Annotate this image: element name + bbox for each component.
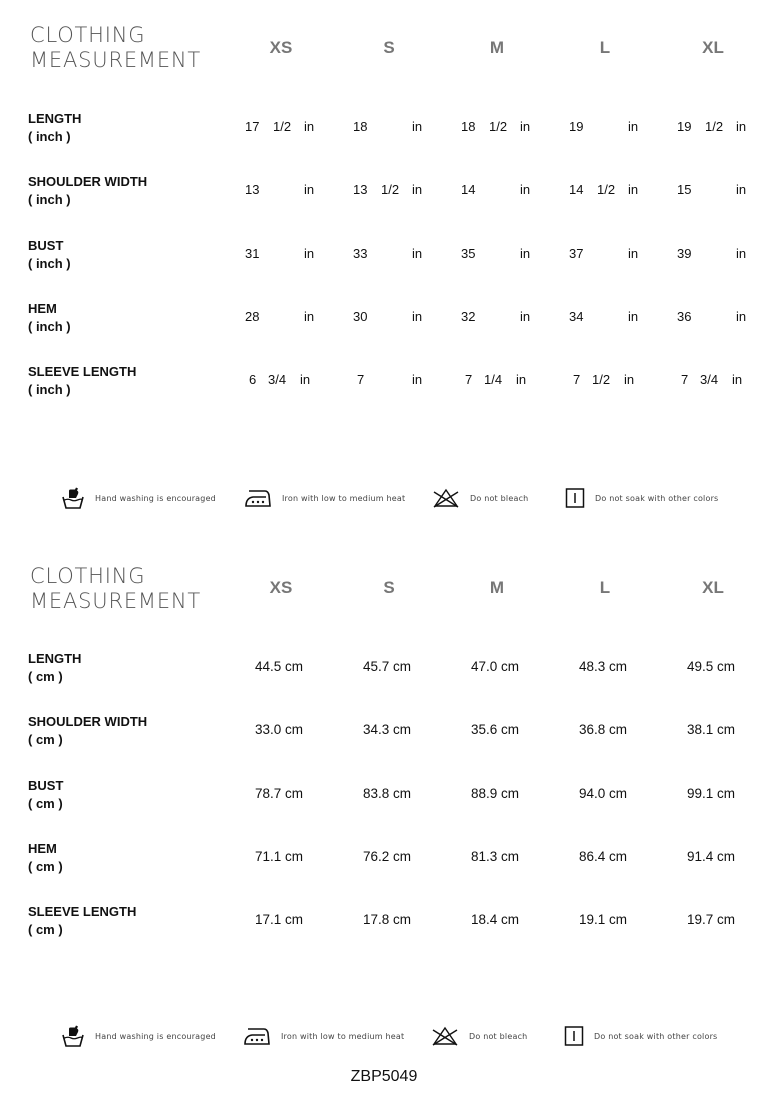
measurement-name: LENGTH — [28, 651, 82, 666]
value-whole: 39 — [677, 245, 692, 261]
value-fraction: 1/2 — [597, 182, 616, 198]
row-label — [28, 110, 81, 146]
no-soak-icon — [564, 1025, 584, 1047]
value-fraction: 1/2 — [592, 372, 611, 388]
title-line-1: CLOTHING — [30, 23, 146, 47]
value-cm: 45.7 cm — [362, 659, 412, 674]
care-instructions — [0, 483, 768, 513]
value-unit: in — [736, 119, 747, 134]
measurement-unit: ( inch ) — [28, 382, 71, 398]
row-label — [28, 713, 147, 749]
measurement-name: HEM — [28, 840, 57, 856]
value-cm: 78.7 cm — [254, 785, 304, 801]
value-unit: in — [736, 182, 747, 198]
value-cm: 18.4 cm — [470, 912, 520, 928]
value-cm: 71.1 cm — [254, 848, 304, 864]
measurement-name: BUST — [28, 777, 64, 793]
title-line-2: MEASUREMENT — [30, 48, 202, 72]
title-line-1: CLOTHING — [30, 564, 146, 588]
value-whole: 18 — [353, 119, 368, 134]
cm-measurement-section — [0, 540, 768, 1060]
care-text-no-soak: Do not soak with other colors — [595, 493, 719, 503]
value-whole: 31 — [245, 245, 260, 261]
value-unit: in — [732, 372, 743, 388]
value-unit: in — [628, 245, 639, 261]
product-code: ZBP5049 — [350, 1068, 418, 1085]
section-title — [30, 564, 201, 614]
no-bleach-icon — [432, 487, 460, 509]
value-unit: in — [520, 308, 531, 324]
measurement-name: SHOULDER WIDTH — [28, 174, 148, 190]
measurement-name: HEM — [28, 300, 57, 316]
size-header-s: S — [383, 578, 395, 597]
value-unit: in — [736, 245, 747, 261]
measurement-name: SLEEVE LENGTH — [28, 364, 137, 380]
value-whole: 19 — [569, 119, 584, 134]
measurement-unit: ( inch ) — [28, 255, 71, 271]
care-text-hand-wash: Hand washing is encouraged — [95, 493, 216, 503]
value-whole: 19 — [677, 119, 692, 134]
measurement-unit: ( cm ) — [28, 858, 63, 874]
measurement-name: SLEEVE LENGTH — [28, 904, 137, 920]
value-whole: 18 — [461, 119, 476, 134]
care-item-iron — [243, 1021, 404, 1051]
value-cm: 81.3 cm — [470, 848, 520, 864]
value-unit: in — [412, 308, 423, 324]
care-item-no-bleach — [432, 483, 528, 513]
value-fraction: 1/2 — [381, 182, 400, 198]
hand-wash-icon — [61, 1024, 85, 1048]
value-unit: in — [516, 372, 527, 388]
row-label — [28, 840, 63, 876]
care-instructions — [0, 1021, 768, 1051]
measurement-unit: ( cm ) — [28, 795, 63, 811]
care-item-no-soak — [564, 1021, 717, 1051]
size-header-xs: XS — [269, 578, 293, 597]
value-fraction: 1/2 — [273, 119, 292, 134]
measurement-unit: ( inch ) — [28, 192, 71, 208]
value-whole: 33 — [353, 245, 368, 261]
size-header-xl: XL — [702, 38, 724, 57]
value-fraction: 1/2 — [705, 119, 724, 134]
title-line-2: MEASUREMENT — [30, 589, 202, 613]
value-cm: 94.0 cm — [578, 785, 628, 801]
value-whole: 13 — [245, 182, 260, 198]
value-whole: 14 — [569, 182, 584, 198]
measurement-unit: ( inch ) — [28, 318, 71, 334]
value-unit: in — [412, 182, 423, 198]
value-whole: 6 — [249, 372, 257, 388]
measurement-name: SHOULDER WIDTH — [28, 714, 148, 730]
size-header-xl: XL — [702, 578, 724, 597]
value-unit: in — [520, 119, 531, 134]
care-item-hand-wash — [61, 1021, 216, 1051]
iron-icon — [243, 1025, 271, 1047]
value-unit: in — [628, 308, 639, 324]
care-text-no-soak: Do not soak with other colors — [594, 1031, 718, 1041]
size-header-m: M — [489, 38, 505, 57]
value-fraction: 1/4 — [484, 372, 503, 388]
value-cm: 19.1 cm — [578, 912, 628, 928]
value-unit: in — [628, 182, 639, 198]
value-whole: 7 — [573, 372, 581, 388]
no-bleach-icon — [431, 1025, 459, 1047]
value-cm: 91.4 cm — [686, 848, 736, 864]
size-header-xs: XS — [269, 38, 293, 57]
value-whole: 35 — [461, 245, 476, 261]
value-unit: in — [412, 372, 423, 388]
value-cm: 76.2 cm — [362, 848, 412, 864]
value-unit: in — [628, 119, 639, 134]
value-unit: in — [304, 182, 315, 198]
value-unit: in — [304, 119, 315, 134]
size-header-l: L — [599, 578, 611, 597]
value-cm: 35.6 cm — [470, 722, 520, 738]
measurement-name: LENGTH — [28, 111, 82, 126]
value-unit: in — [736, 308, 747, 324]
measurement-unit: ( inch ) — [28, 129, 71, 144]
care-text-iron: Iron with low to medium heat — [282, 493, 406, 503]
value-cm: 34.3 cm — [362, 722, 412, 738]
value-whole: 37 — [569, 245, 584, 261]
care-text-hand-wash: Hand washing is encouraged — [95, 1031, 216, 1041]
value-whole: 7 — [681, 372, 689, 388]
care-text-no-bleach: Do not bleach — [470, 493, 529, 503]
value-cm: 36.8 cm — [578, 722, 628, 738]
value-unit: in — [300, 372, 311, 388]
value-whole: 15 — [677, 182, 692, 198]
value-fraction: 3/4 — [268, 372, 287, 388]
value-cm: 48.3 cm — [578, 659, 628, 674]
care-item-no-bleach — [431, 1021, 527, 1051]
row-label — [28, 173, 147, 209]
value-unit: in — [520, 182, 531, 198]
value-unit: in — [412, 245, 423, 261]
care-item-hand-wash — [61, 483, 216, 513]
size-header-s: S — [383, 38, 395, 57]
value-cm: 99.1 cm — [686, 785, 736, 801]
value-fraction: 1/2 — [489, 119, 508, 134]
inch-measurement-section — [0, 0, 768, 540]
hand-wash-icon — [61, 486, 85, 510]
value-cm: 33.0 cm — [254, 722, 304, 738]
care-text-no-bleach: Do not bleach — [469, 1031, 528, 1041]
value-cm: 83.8 cm — [362, 785, 412, 801]
size-header-m: M — [489, 578, 505, 597]
care-item-iron — [244, 483, 405, 513]
row-label — [28, 363, 136, 399]
row-label — [28, 777, 63, 813]
value-whole: 17 — [245, 119, 260, 134]
value-unit: in — [412, 119, 423, 134]
value-whole: 34 — [569, 308, 584, 324]
value-whole: 13 — [353, 182, 368, 198]
care-item-no-soak — [565, 483, 718, 513]
row-label — [28, 903, 136, 939]
value-cm: 44.5 cm — [254, 659, 304, 674]
no-soak-icon — [565, 487, 585, 509]
value-whole: 30 — [353, 308, 368, 324]
value-cm: 47.0 cm — [470, 659, 520, 674]
value-cm: 17.8 cm — [362, 912, 412, 928]
row-label — [28, 237, 71, 273]
value-whole: 36 — [677, 308, 692, 324]
value-cm: 17.1 cm — [254, 912, 304, 928]
value-unit: in — [520, 245, 531, 261]
value-cm: 86.4 cm — [578, 848, 628, 864]
measurement-unit: ( cm ) — [28, 669, 63, 684]
value-whole: 7 — [357, 372, 365, 388]
value-unit: in — [624, 372, 635, 388]
size-header-l: L — [599, 38, 611, 57]
iron-icon — [244, 487, 272, 509]
value-cm: 49.5 cm — [686, 659, 736, 674]
value-cm: 38.1 cm — [686, 722, 736, 738]
value-whole: 32 — [461, 308, 476, 324]
value-fraction: 3/4 — [700, 372, 719, 388]
section-title — [30, 23, 201, 73]
value-cm: 88.9 cm — [470, 785, 520, 801]
measurement-unit: ( cm ) — [28, 922, 63, 938]
value-whole: 14 — [461, 182, 476, 198]
row-label — [28, 650, 81, 686]
measurement-unit: ( cm ) — [28, 732, 63, 748]
value-cm: 19.7 cm — [686, 912, 736, 928]
value-whole: 28 — [245, 308, 260, 324]
value-whole: 7 — [465, 372, 473, 388]
care-text-iron: Iron with low to medium heat — [281, 1031, 405, 1041]
row-label — [28, 300, 71, 336]
value-unit: in — [304, 245, 315, 261]
measurement-name: BUST — [28, 237, 64, 253]
value-unit: in — [304, 308, 315, 324]
